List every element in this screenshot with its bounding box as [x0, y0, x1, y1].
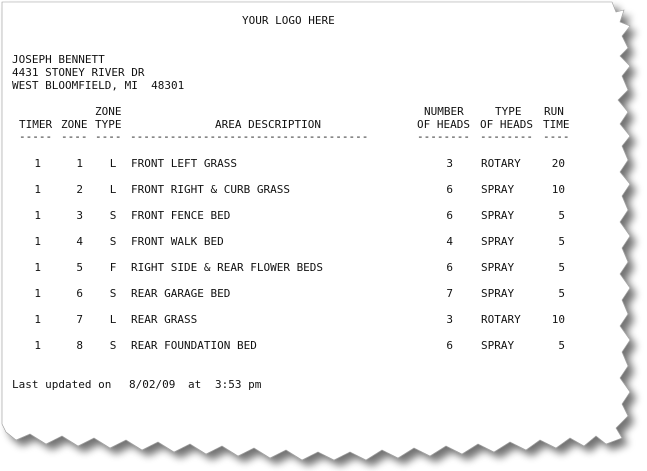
cell-head-type: SPRAY: [481, 183, 515, 196]
cell-zone-type: S: [109, 287, 117, 300]
underline-type-heads: --------: [480, 130, 533, 143]
cell-zone: 3: [76, 209, 83, 222]
cell-timer: 1: [34, 313, 41, 326]
cell-zone: 5: [76, 261, 83, 274]
cell-zone-type: L: [109, 157, 117, 170]
cell-area: FRONT FENCE BED: [131, 209, 231, 222]
cell-heads: 3: [446, 313, 453, 326]
cell-timer: 1: [34, 157, 41, 170]
logo-placeholder: YOUR LOGO HERE: [242, 14, 335, 27]
cell-timer: 1: [34, 183, 41, 196]
cell-heads: 7: [446, 287, 453, 300]
underline-timer: -----: [19, 130, 53, 143]
header-run-line1: RUN: [544, 105, 564, 118]
cell-zone-type: F: [109, 261, 117, 274]
cell-area: REAR FOUNDATION BED: [131, 339, 257, 352]
last-updated-time: 3:53 pm: [215, 378, 262, 391]
underline-run: ----: [543, 130, 570, 143]
header-timer: TIMER: [19, 118, 53, 131]
header-heads-line1: NUMBER: [424, 105, 464, 118]
cell-run-time: 10: [551, 313, 565, 326]
cell-run-time: 5: [558, 287, 565, 300]
cell-timer: 1: [34, 339, 41, 352]
cell-timer: 1: [34, 209, 41, 222]
cell-heads: 4: [446, 235, 453, 248]
underline-area: ------------------------------------: [130, 130, 369, 143]
cell-head-type: SPRAY: [481, 339, 515, 352]
cell-run-time: 5: [558, 235, 565, 248]
header-run-line2: TIME: [543, 118, 570, 131]
cell-heads: 6: [446, 261, 453, 274]
cell-zone: 6: [76, 287, 83, 300]
last-updated-date: 8/02/09: [129, 378, 176, 391]
cell-zone: 8: [76, 339, 83, 352]
address-street: 4431 STONEY RIVER DR: [12, 66, 145, 79]
cell-head-type: ROTARY: [481, 313, 521, 326]
cell-timer: 1: [34, 261, 41, 274]
cell-area: FRONT LEFT GRASS: [131, 157, 237, 170]
header-zone-type-line2: TYPE: [95, 118, 122, 131]
cell-zone-type: S: [109, 235, 117, 248]
cell-run-time: 5: [558, 339, 565, 352]
address-city: WEST BLOOMFIELD, MI 48301: [12, 79, 185, 92]
cell-area: FRONT RIGHT & CURB GRASS: [131, 183, 290, 196]
last-updated-label: Last updated on: [12, 378, 112, 391]
cell-head-type: SPRAY: [481, 235, 515, 248]
cell-zone-type: S: [109, 339, 117, 352]
underline-heads: --------: [417, 130, 470, 143]
cell-area: REAR GRASS: [131, 313, 198, 326]
cell-run-time: 10: [551, 183, 565, 196]
cell-head-type: SPRAY: [481, 261, 515, 274]
cell-zone-type: S: [109, 209, 117, 222]
cell-head-type: SPRAY: [481, 287, 515, 300]
underline-zone-type: ----: [95, 130, 122, 143]
last-updated-at: at: [188, 378, 202, 391]
cell-run-time: 5: [558, 261, 565, 274]
header-heads-line2: OF HEADS: [417, 118, 470, 131]
cell-zone: 1: [76, 157, 83, 170]
cell-heads: 3: [446, 157, 453, 170]
cell-area: RIGHT SIDE & REAR FLOWER BEDS: [131, 261, 324, 274]
header-type-heads-line2: OF HEADS: [480, 118, 533, 131]
cell-run-time: 5: [558, 209, 565, 222]
cell-head-type: ROTARY: [481, 157, 521, 170]
cell-run-time: 20: [551, 157, 565, 170]
cell-area: REAR GARAGE BED: [131, 287, 231, 300]
underline-zone: ----: [61, 130, 88, 143]
cell-zone-type: L: [109, 183, 117, 196]
cell-heads: 6: [446, 209, 453, 222]
cell-heads: 6: [446, 339, 453, 352]
cell-zone-type: L: [109, 313, 117, 326]
address-name: JOSEPH BENNETT: [12, 53, 105, 66]
cell-heads: 6: [446, 183, 453, 196]
cell-zone: 2: [76, 183, 83, 196]
cell-timer: 1: [34, 287, 41, 300]
cell-head-type: SPRAY: [481, 209, 515, 222]
header-type-heads-line1: TYPE: [495, 105, 522, 118]
header-zone-type-line1: ZONE: [95, 105, 122, 118]
cell-timer: 1: [34, 235, 41, 248]
cell-zone: 7: [76, 313, 83, 326]
header-zone: ZONE: [61, 118, 88, 131]
cell-zone: 4: [76, 235, 83, 248]
header-area-description: AREA DESCRIPTION: [215, 118, 321, 131]
cell-area: FRONT WALK BED: [131, 235, 224, 248]
